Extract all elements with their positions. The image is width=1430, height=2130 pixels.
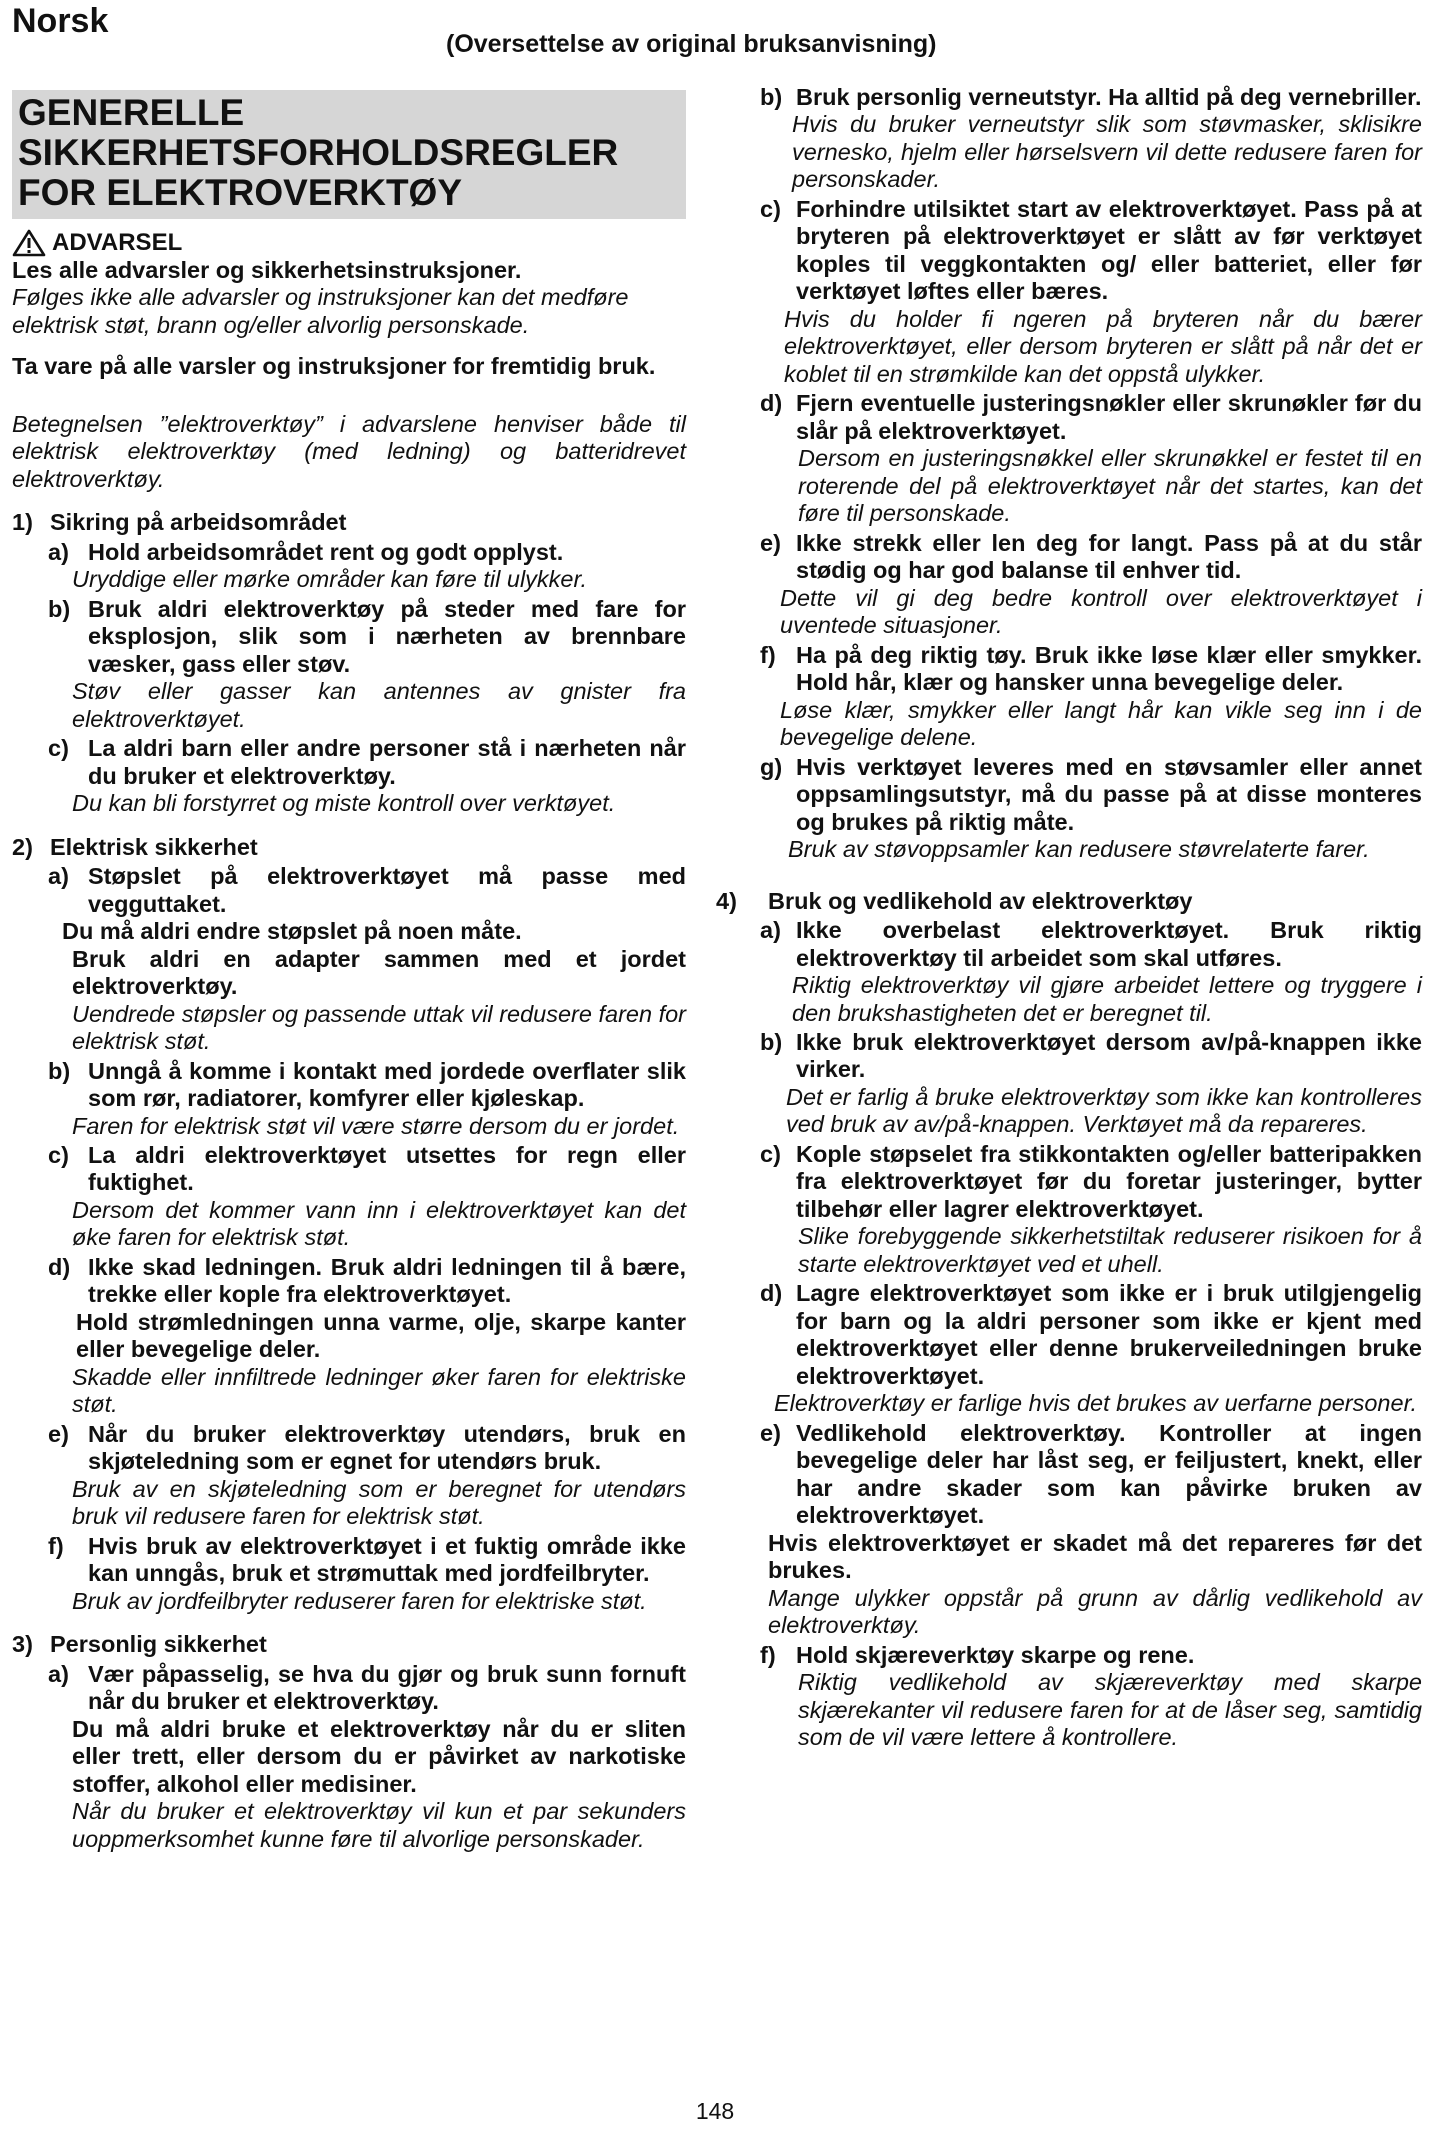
warning-keep: Ta vare på alle varsler og instruksjoner for fremtidig bruk. (12, 353, 656, 380)
list-item (716, 1141, 1422, 1223)
warning-read-all: Les alle advarsler og sikkerhetsinstruksjoner. (12, 256, 522, 283)
item-note: Du kan bli forstyrret og miste kontroll over verktøyet. (72, 790, 616, 817)
item-marker: e) (760, 529, 781, 556)
list-item (716, 1029, 1422, 1084)
item-note: Det er farlig å bruke elektroverktøy som ikke kan kontrolleres ved bruk av av/på-knappen. Verktøyet må da repareres. (786, 1083, 1422, 1138)
section-4-title (716, 888, 1422, 915)
item-marker: a) (48, 1660, 69, 1687)
section-title-text: Elektrisk sikkerhet (50, 833, 258, 860)
item-instruction: Hvis bruk av elektroverktøyet i et fuktig område ikke kan unngås, bruk et strømuttak med jordfeilbryter. (88, 1532, 686, 1587)
item-marker: f) (48, 1532, 64, 1559)
left-column (12, 90, 686, 1853)
item-instruction: Bruk aldri elektroverktøy på steder med fare for eksplosjon, slik som i nærheten av brennbare væsker, gass eller støv. (88, 595, 686, 677)
item-note: Dersom en justeringsnøkkel eller skrunøkkel er festet til en roterende del på elektroverktøyet når det startes, kan det føre til personskade. (798, 445, 1422, 527)
section-2-title (12, 834, 686, 861)
item-instruction: Bruk personlig verneutstyr. Ha alltid på deg vernebriller. (796, 84, 1422, 110)
item-marker: b) (760, 1028, 783, 1055)
item-marker: d) (760, 1280, 783, 1307)
list-item (716, 84, 1422, 111)
list-item (12, 1254, 686, 1309)
item-instruction: Vær påpasselig, se hva du gjør og bruk sunn fornuft når du bruker et elektroverktøy. (88, 1660, 686, 1715)
item-instruction: Ha på deg riktig tøy. Bruk ikke løse klær eller smykker. Hold hår, klær og hansker unna bevegelige deler. (796, 641, 1422, 696)
item-note: Dette vil gi deg bedre kontroll over elektroverktøyet i uventede situasjoner. (780, 584, 1422, 639)
item-marker: g) (760, 753, 783, 780)
item-instruction: Ikke bruk elektroverktøyet dersom av/på-knappen ikke virker. (796, 1028, 1422, 1083)
right-column (716, 84, 1422, 1752)
item-note: Bruk av en skjøteledning som er beregnet for utendørs bruk vil redusere faren for elektrisk støt. (72, 1475, 686, 1530)
section-title-text: Personlig sikkerhet (50, 1631, 267, 1658)
item-marker: f) (760, 1641, 776, 1668)
item-instruction: Kople støpselet fra stikkontakten og/eller batteripakken fra elektroverktøyet før du foretar justeringer, bytter tilbehør eller lagrer elektroverktøyet. (796, 1140, 1422, 1222)
item-continuation: Hvis elektroverktøyet er skadet må det repareres før det brukes. (768, 1529, 1422, 1584)
item-marker: c) (760, 1140, 781, 1167)
item-instruction: Fjern eventuelle justeringsnøkler eller skrunøkler før du slår på elektroverktøyet. (796, 390, 1422, 444)
item-continuation: Du må aldri endre støpslet på noen måte. (62, 918, 522, 945)
section-number: 2) (12, 833, 33, 860)
item-marker: a) (48, 863, 69, 890)
item-marker: c) (48, 1141, 69, 1168)
item-instruction: Ikke strekk eller len deg for langt. Pass på at du står stødig og har god balanse til enhver tid. (796, 529, 1422, 584)
list-item (12, 539, 686, 566)
item-note: Mange ulykker oppstår på grunn av dårlig vedlikehold av elektroverktøy. (768, 1584, 1422, 1639)
item-marker: d) (48, 1253, 71, 1280)
item-instruction: Hold skjæreverktøy skarpe og rene. (796, 1641, 1195, 1668)
item-note: Skadde eller innfiltrede ledninger øker faren for elektriske støt. (72, 1363, 686, 1418)
item-instruction: Ikke skad ledningen. Bruk aldri ledningen til å bære, trekke eller kople fra elektroverktøyet. (88, 1253, 686, 1308)
list-item (716, 1420, 1422, 1530)
list-item (716, 642, 1422, 697)
item-marker: b) (760, 84, 783, 110)
item-continuation: Hold strømledningen unna varme, olje, skarpe kanter eller bevegelige deler. (76, 1308, 686, 1363)
list-item (12, 735, 686, 790)
item-instruction: Ikke overbelast elektroverktøyet. Bruk riktig elektroverktøy til arbeidet som skal utføres. (796, 917, 1422, 971)
item-instruction: Forhindre utilsiktet start av elektroverktøyet. Pass på at bryteren på elektroverktøyet er slått av før verktøyet koples til veggkontakten og/ eller batteriet, eller før verktøyet løftes eller bæres. (796, 195, 1422, 305)
item-note: Uryddige eller mørke områder kan føre til ulykker. (72, 566, 587, 593)
list-item (716, 196, 1422, 306)
item-note: Når du bruker et elektroverktøy vil kun et par sekunders uoppmerksomhet kunne føre til alvorlige personskader. (72, 1798, 686, 1852)
item-marker: c) (48, 735, 69, 762)
title-line-3: FOR ELEKTROVERKTØY (18, 171, 463, 213)
item-continuation: Bruk aldri en adapter sammen med et jordet elektroverktøy. (72, 945, 686, 1000)
warning-label: ADVARSEL (52, 228, 183, 256)
item-note: Elektroverktøy er farlige hvis det brukes av uerfarne personer. (774, 1390, 1418, 1417)
item-note: Løse klær, smykker eller langt hår kan vikle seg inn i de bevegelige delene. (780, 696, 1422, 751)
item-continuation: Du må aldri bruke et elektroverktøy når du er sliten eller trett, eller dersom du er påvirket av narkotiske stoffer, alkohol eller medisiner. (72, 1715, 686, 1797)
item-instruction: Hvis verktøyet leveres med en støvsamler eller annet oppsamlingsutstyr, må du passe på at disse monteres og brukes på riktig måte. (796, 753, 1422, 835)
item-instruction: Når du bruker elektroverktøy utendørs, bruk en skjøteledning som er egnet for utendørs bruk. (88, 1420, 686, 1475)
list-item (716, 1280, 1422, 1390)
section-3-title (12, 1631, 686, 1658)
section-number: 3) (12, 1631, 33, 1658)
list-item (716, 1642, 1422, 1669)
item-note: Faren for elektrisk støt vil være større dersom du er jordet. (72, 1112, 680, 1139)
item-marker: b) (48, 1057, 71, 1084)
item-note: Uendrede støpsler og passende uttak vil redusere faren for elektrisk støt. (72, 1000, 686, 1055)
item-instruction: Lagre elektroverktøyet som ikke er i bruk utilgjengelig for barn og la aldri personer som ikke er kjent med elektroverktøyet eller denne brukerveiledningen bruke elektroverktøyet. (796, 1280, 1422, 1389)
warning-failure: Følges ikke alle advarsler og instruksjoner kan det medføre elektrisk støt, brann og/eller alvorlig personskade. (12, 284, 629, 338)
item-instruction: Unngå å komme i kontakt med jordede overflater slik som rør, radiatorer, komfyrer eller kjøleskap. (88, 1057, 686, 1112)
list-item (12, 1533, 686, 1588)
item-marker: e) (48, 1420, 69, 1447)
warning-heading (12, 229, 686, 257)
item-marker: c) (760, 195, 781, 222)
item-instruction: La aldri elektroverktøyet utsettes for regn eller fuktighet. (88, 1141, 686, 1196)
item-instruction: La aldri barn eller andre personer stå i nærheten når du bruker et elektroverktøy. (88, 735, 686, 789)
item-instruction: Vedlikehold elektroverktøy. Kontroller at ingen bevegelige deler har låst seg, er feiljustert, knekt, eller har andre skader som kan påvirke bruken av elektroverktøyet. (796, 1419, 1422, 1529)
title-line-1: GENERELLE (18, 92, 245, 133)
list-item (12, 1421, 686, 1476)
item-note: Riktig elektroverktøy vil gjøre arbeidet lettere og tryggere i den brukshastigheten det er beregnet til. (792, 972, 1422, 1026)
section-title-text: Bruk og vedlikehold av elektroverktøy (768, 887, 1193, 914)
item-note: Riktig vedlikehold av skjæreverktøy med skarpe skjærekanter vil redusere faren for at de låser seg, samtidig som de vil være lettere å kontrollere. (798, 1669, 1422, 1751)
section-title-box (12, 90, 686, 219)
title-line-2: SIKKERHETSFORHOLDSREGLER (18, 131, 619, 173)
item-marker: d) (760, 390, 783, 417)
item-note: Dersom det kommer vann inn i elektroverktøyet kan det øke faren for elektrisk støt. (72, 1196, 686, 1251)
warning-term: Betegnelsen ”elektroverktøy” i advarslene henviser både til elektrisk elektroverktøy (med ledning) og batteridrevet elektroverktøy. (12, 410, 686, 492)
section-1-title (12, 509, 686, 536)
item-marker: b) (48, 595, 71, 622)
list-item (716, 754, 1422, 836)
list-item (12, 1661, 686, 1716)
item-note: Bruk av jordfeilbryter reduserer faren for elektriske støt. (72, 1587, 647, 1614)
list-item (12, 596, 686, 678)
item-note: Støv eller gasser kan antennes av gnister fra elektroverktøyet. (72, 678, 686, 732)
item-marker: e) (760, 1419, 781, 1446)
item-marker: a) (48, 538, 69, 565)
warning-triangle-icon (12, 229, 46, 257)
list-item (716, 917, 1422, 972)
item-note: Bruk av støvoppsamler kan redusere støvrelaterte farer. (788, 836, 1370, 863)
page-language-label: Norsk (12, 2, 109, 40)
item-marker: a) (760, 917, 781, 944)
list-item (716, 530, 1422, 585)
item-note: Slike forebyggende sikkerhetstiltak reduserer risikoen for å starte elektroverktøyet ved et uhell. (798, 1223, 1422, 1277)
item-instruction: Støpslet på elektroverktøyet må passe med vegguttaket. (88, 863, 686, 917)
section-title-text: Sikring på arbeidsområdet (50, 509, 347, 536)
list-item (12, 1058, 686, 1113)
list-item (716, 390, 1422, 445)
item-note: Hvis du bruker verneutstyr slik som støvmasker, sklisikre vernesko, hjelm eller hørselsvern vil dette redusere faren for personskader. (792, 111, 1422, 193)
section-number: 4) (716, 887, 737, 914)
item-note: Hvis du holder fi ngeren på bryteren når du bærer elektroverktøyet, eller dersom bryteren er slått på når det er koblet til en strømkilde kan det oppstå ulykker. (784, 305, 1422, 387)
page-number: 148 (695, 2098, 735, 2124)
item-instruction: Hold arbeidsområdet rent og godt opplyst. (88, 538, 564, 565)
page-subtitle: (Oversettelse av original bruksanvisning) (446, 30, 937, 58)
item-marker: f) (760, 641, 776, 668)
list-item (12, 863, 686, 918)
section-number: 1) (12, 509, 33, 536)
list-item (12, 1142, 686, 1197)
